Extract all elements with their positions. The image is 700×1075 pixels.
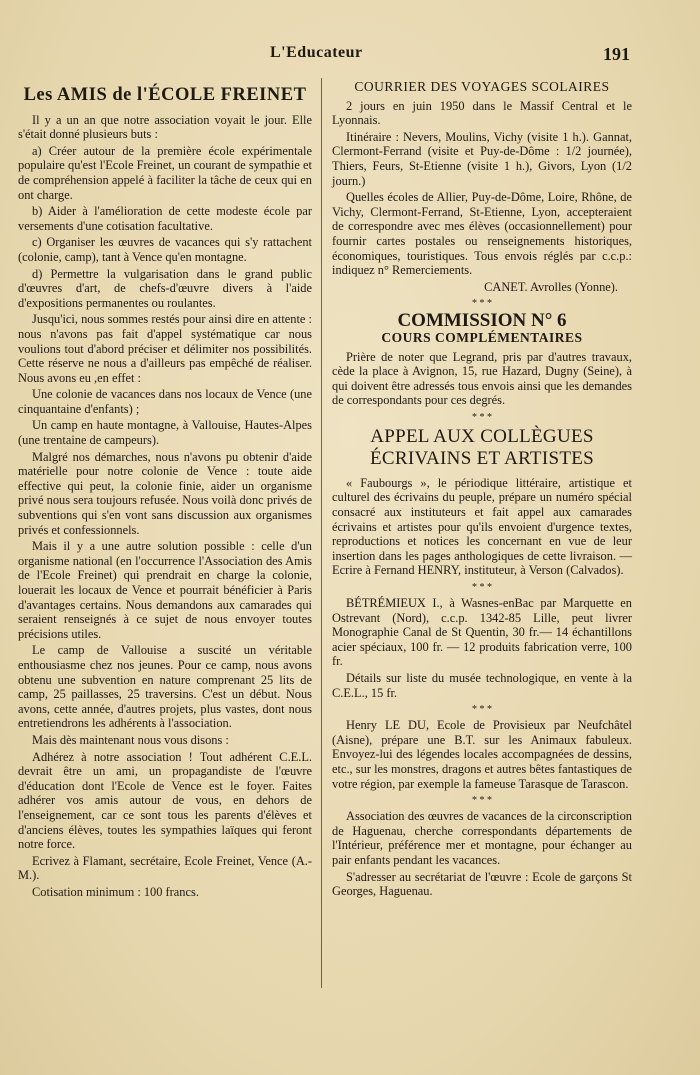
paragraph: b) Aider à l'amélioration de cette modeste école par versements d'une cotisation facultative. <box>18 204 312 233</box>
paragraph: Quelles écoles de Allier, Puy-de-Dôme, Loire, Rhône, de Vichy, Clermont-Ferrand, St-Etienne, Lyon, accepteraient de correspondre avec mes élèves (occasionnellement) pour fournir cartes postales ou renseignements historiques, économiques, touristiques. Tous envois réglés par c.c.p.: indiquez n° Remerciements. <box>332 190 632 278</box>
section-subheading: COURS COMPLÉMENTAIRES <box>381 329 583 345</box>
paragraph: S'adresser au secrétariat de l'œuvre : Ecole de garçons St Georges, Haguenau. <box>332 869 632 899</box>
paragraph: Itinéraire : Nevers, Moulins, Vichy (visite 1 h.). Gannat, Clermont-Ferrand (visite et Puy-de-Dôme : 1/2 journée), Thiers, Feurs, St-Etienne (visite 1 h.), Givors, Lyon (1/2 journ.) <box>332 129 632 188</box>
paragraph: Il y a un an que notre association voyait le jour. Elle s'était donné plusieurs buts : <box>18 112 312 142</box>
paragraph: Détails sur liste du musée technologique, en vente à la C.E.L., 15 fr. <box>332 671 632 700</box>
separator-stars: * * * <box>472 795 492 807</box>
paragraph: Mais il y a une autre solution possible : celle d'un organisme national (en l'occurrence l'Association des Amis de l'Ecole Freinet) qui prendrait en charge la colonie, louerait les locaux de Vence et pourrait bénéficier à Paris d'avantages certains. Nous demandons aux camarades qui seraient renseignés à ce sujet de nous envoyer toutes précisions utiles. <box>18 539 312 641</box>
section-heading: COMMISSION N° 6 <box>397 310 567 332</box>
heading-line: APPEL AUX COLLÈGUES <box>370 425 594 447</box>
paragraph: Association des œuvres de vacances de la circonscription de Haguenau, cherche correspondants départements de l'Intérieur, préférence mer et montagne, pour échanger au pair enfants pendant les vacances. <box>332 809 632 867</box>
separator-stars: * * * <box>472 298 492 310</box>
paragraph: Le camp de Vallouise a suscité un véritable enthousiasme chez nos jeunes. Pour ce camp, nous avons obtenu une subvention en nature comprenant 25 lits de camp, 25 paillasses, 25 traversins. C'est un début. Nous avons, cette année, d'autres projets, plus vastes, dont nous entretiendrons les adhérents à l'association. <box>18 643 312 731</box>
page-number: 191 <box>603 44 630 64</box>
section-heading: COURRIER DES VOYAGES SCOLAIRES <box>354 79 610 94</box>
signature: CANET. Avrolles (Yonne). <box>484 279 618 294</box>
right-column <box>332 80 632 901</box>
paragraph: Une colonie de vacances dans nos locaux de Vence (une cinquantaine d'enfants) ; <box>18 387 312 416</box>
running-title: L'Educateur <box>270 44 363 61</box>
paragraph: Ecrivez à Flamant, secrétaire, Ecole Freinet, Vence (A.-M.). <box>18 853 312 883</box>
column-divider <box>321 78 322 988</box>
paragraph: 2 jours en juin 1950 dans le Massif Central et le Lyonnais. <box>332 98 632 128</box>
separator-stars: * * * <box>472 582 492 594</box>
paragraph: Prière de noter que Legrand, pris par d'autres travaux, cède la place à Avignon, 15, rue Hazard, Dugny (Seine), à qui doivent être adressés tous envois ainsi que les demandes de correspondants pour ces degrés. <box>332 349 632 408</box>
paragraph: c) Organiser les œuvres de vacances qui s'y rattachent (colonie, camp), tant à Vence qu'en montagne. <box>18 235 312 264</box>
paragraph: Un camp en haute montagne, à Vallouise, Hautes-Alpes (une trentaine de campeurs). <box>18 418 312 448</box>
paragraph: BÉTRÉMIEUX I., à Wasnes-enBac par Marquette en Ostrevant (Nord), c.c.p. 1342-85 Lille, peut livrer Monographie Canal de St Quentin, 30 fr.— 14 échantillons acier spéciaux, 100 fr. — 12 produits fabrication verre, 100 fr. <box>332 596 632 669</box>
running-head <box>0 44 700 68</box>
left-column <box>18 80 312 901</box>
paragraph: Cotisation minimum : 100 francs. <box>32 884 199 899</box>
heading-line: ÉCRIVAINS ET ARTISTES <box>369 447 595 469</box>
paragraph: Mais dès maintenant nous vous disons : <box>32 732 229 747</box>
article-title: Les AMIS de l'ÉCOLE FREINET <box>23 85 307 105</box>
paragraph: Henry LE DU, Ecole de Provisieux par Neufchâtel (Aisne), prépare une B.T. sur les Animaux fabuleux. Envoyez-lui des légendes locales accompagnées de dessins, etc., sur les monstres, dragons et autres bêtes fantastiques de votre région, par exemple la fameuse Tarasque de Tarascon. <box>332 718 632 791</box>
paragraph: Jusqu'ici, nous sommes restés pour ainsi dire en attente : nous n'avons pas fait d'appel systématique car nous voulions tout d'abord préciser et délimiter nos possibilités. Cette réserve ne nous a d'ailleurs pas empêché de réaliser. Nous avons eu ,en effet : <box>18 312 312 385</box>
paragraph: « Faubourgs », le périodique littéraire, artistique et culturel des écrivains du peuple, prépare un numéro spécial consacré aux instituteurs et fait appel aux camarades écrivains et artistes pour qu'ils envoient d'urgence textes, reproductions et notices les concernant en vue de leur insertion dans les pages anthologiques de cette livraison. — Ecrire à Fernand HENRY, instituteur, à Verson (Calvados). <box>332 475 632 578</box>
paragraph: d) Permettre la vulgarisation dans le grand public d'œuvres d'art, de chefs-d'œuvre divers à l'aide d'expositions permanentes ou roulantes. <box>18 266 312 310</box>
separator-stars: * * * <box>472 704 492 716</box>
separator-stars: * * * <box>472 411 492 423</box>
paragraph: Malgré nos démarches, nous n'avons pu obtenir d'aide matérielle pour notre colonie de Vence : toute aide effective qui peut, la colonie finie, aider un organisme privé nous sera toujours refusée. Nous voilà donc privés de subventions qui s'en vont sans discussion aux organismes privés et confessionnels. <box>18 449 312 537</box>
section-heading <box>332 426 632 470</box>
paragraph: a) Créer autour de la première école expérimentale populaire qu'est l'Ecole Freinet, un courant de sympathie et de compréhension appelé à faciliter la tâche de ceux qui en ont charge. <box>18 143 312 202</box>
paragraph: Adhérez à notre association ! Tout adhérent C.E.L. devrait être un ami, un propagandiste de l'œuvre d'éducation dont l'Ecole de Vence est le foyer. Faites adhérer vos amis autour de vous, en dehors de l'enseignement, car ce sont tous les parents d'élèves et d'anciens élèves, toutes les sympathies laïques qui feront notre force. <box>18 749 312 852</box>
